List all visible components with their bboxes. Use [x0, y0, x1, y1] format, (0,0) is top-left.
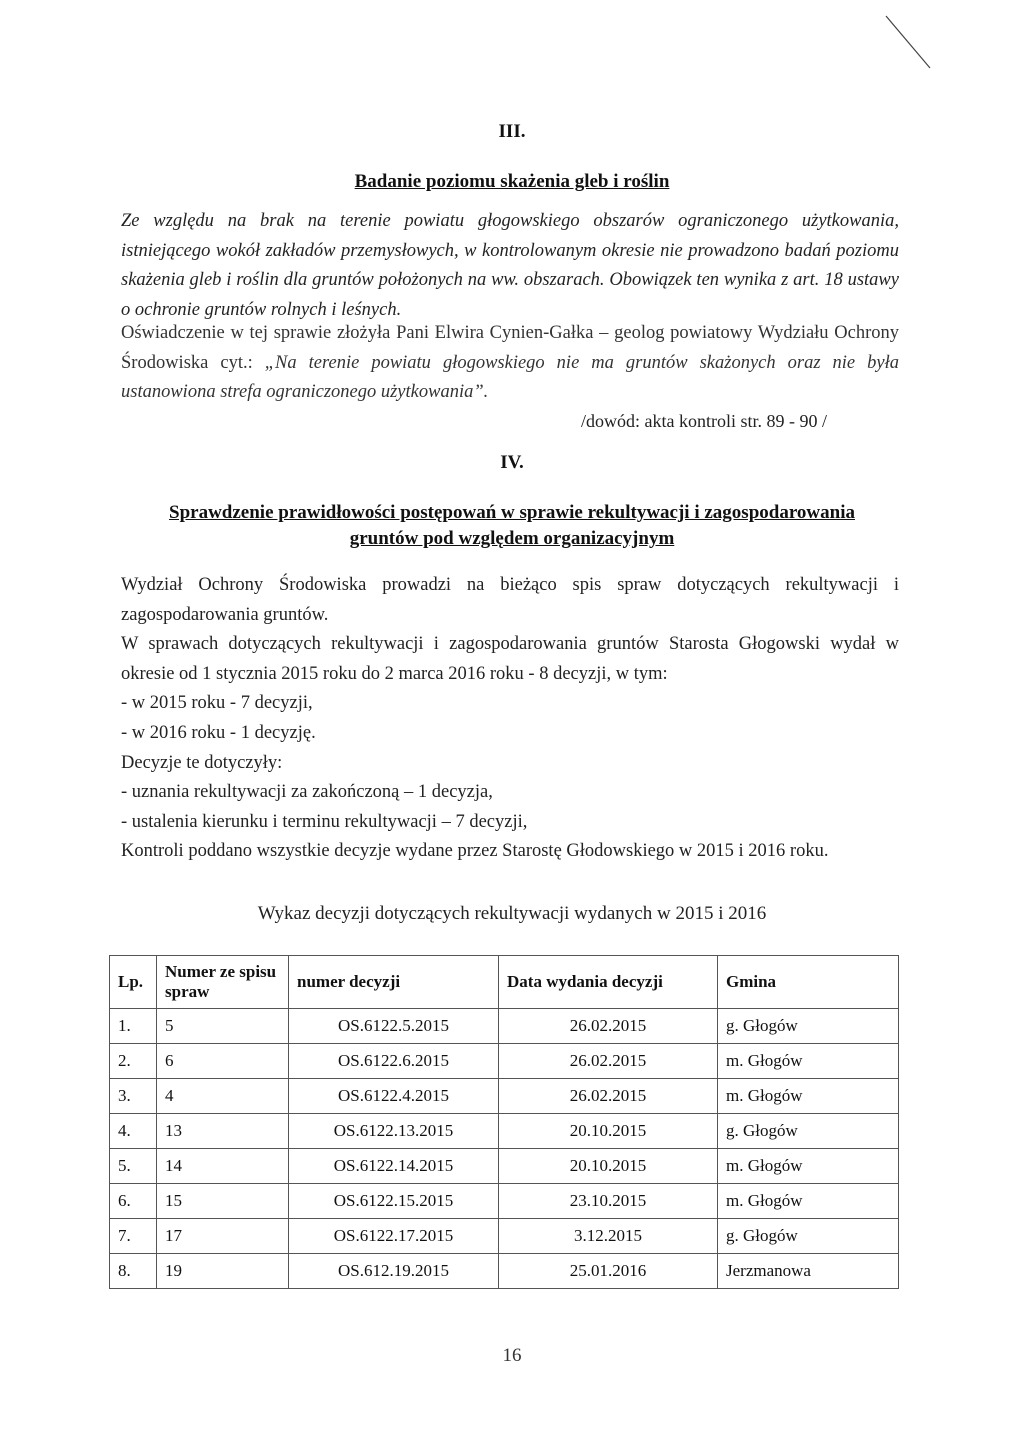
table-row: [110, 1114, 899, 1149]
table-row: [110, 1044, 899, 1079]
cell-decision-number: OS.6122.17.2015: [289, 1219, 499, 1254]
cell-decision-number: OS.6122.6.2015: [289, 1044, 499, 1079]
cell-decision-number: OS.6122.13.2015: [289, 1114, 499, 1149]
cell-issue-date: 26.02.2015: [499, 1009, 718, 1044]
cell-municipality: m. Głogów: [718, 1079, 899, 1114]
cell-lp: 5.: [110, 1149, 157, 1184]
cell-lp: 1.: [110, 1009, 157, 1044]
cell-decision-number: OS.6122.5.2015: [289, 1009, 499, 1044]
section-4-paragraph-2: W sprawach dotyczących rekultywacji i zagospodarowania gruntów Starosta Głogowski wydał w okresie od 1 stycznia 2015 roku do 2 marca 2016 roku - 8 decyzji, w tym:: [121, 634, 899, 684]
table-row: [110, 1184, 899, 1219]
cell-municipality: m. Głogów: [718, 1044, 899, 1079]
cell-decision-number: OS.6122.15.2015: [289, 1184, 499, 1219]
section-3-paragraph-1: [121, 207, 899, 325]
header-decision-number: numer decyzji: [289, 956, 499, 1009]
decisions-intro: Decyzje te dotyczyły:: [121, 752, 283, 773]
cell-issue-date: 25.01.2016: [499, 1254, 718, 1289]
cell-decision-number: OS.612.19.2015: [289, 1254, 499, 1289]
cell-lp: 6.: [110, 1184, 157, 1219]
table-row: [110, 1254, 899, 1289]
section-3-paragraph-1-text: Ze względu na brak na terenie powiatu głogowskiego obszarów ograniczonego użytkowania, istniejącego wokół zakładów przemysłowych, w kontrolowanym okresie nie prowadzono badań poziomu skażenia gleb i roślin dla gruntów położonych na ww. obszarach. Obowiązek ten wynika z art. 18 ustawy o ochronie gruntów rolnych i leśnych.: [121, 211, 899, 320]
section-3-statement: [121, 319, 899, 408]
header-municipality: Gmina: [718, 956, 899, 1009]
section-3-number: III.: [498, 121, 526, 142]
section-4-body: [121, 571, 899, 867]
statement-quote: „Na terenie powiatu głogowskiego nie ma gruntów skażonych oraz nie była ustanowiona strefa ograniczonego użytkowania”.: [121, 352, 899, 403]
cell-municipality: g. Głogów: [718, 1114, 899, 1149]
cell-case-number: 5: [157, 1009, 289, 1044]
page-number: 16: [502, 1345, 522, 1366]
table-row: [110, 1079, 899, 1114]
cell-municipality: Jerzmanowa: [718, 1254, 899, 1289]
cell-lp: 8.: [110, 1254, 157, 1289]
section-4-number: IV.: [500, 452, 524, 473]
evidence-reference: /dowód: akta kontroli str. 89 - 90 /: [581, 411, 827, 431]
decision-type-2: - ustalenia kierunku i terminu rekultywacji – 7 decyzji,: [121, 811, 528, 832]
cell-case-number: 19: [157, 1254, 289, 1289]
cell-case-number: 13: [157, 1114, 289, 1149]
table-row: [110, 1149, 899, 1184]
section-4-heading-line-2: gruntów pod względem organizacyjnym: [349, 528, 675, 549]
decisions-2016: - w 2016 roku - 1 decyzję.: [121, 722, 316, 743]
cell-lp: 2.: [110, 1044, 157, 1079]
decisions-table: [109, 955, 899, 1289]
scan-mark: [884, 14, 934, 70]
section-3-heading: Badanie poziomu skażenia gleb i roślin: [354, 171, 670, 192]
cell-decision-number: OS.6122.4.2015: [289, 1079, 499, 1114]
decision-type-1: - uznania rekultywacji za zakończoną – 1 decyzja,: [121, 782, 493, 803]
header-case-number: Numer ze spisu spraw: [157, 956, 289, 1009]
section-4-heading-line-1: Sprawdzenie prawidłowości postępowań w sprawie rekultywacji i zagospodarowania: [169, 502, 855, 523]
cell-municipality: m. Głogów: [718, 1149, 899, 1184]
section-3-paragraph-2: [121, 319, 899, 408]
cell-lp: 7.: [110, 1219, 157, 1254]
table-caption: Wykaz decyzji dotyczących rekultywacji wydanych w 2015 i 2016: [257, 903, 767, 924]
cell-municipality: m. Głogów: [718, 1184, 899, 1219]
cell-lp: 4.: [110, 1114, 157, 1149]
cell-municipality: g. Głogów: [718, 1009, 899, 1044]
table-header-row: [110, 956, 899, 1009]
cell-municipality: g. Głogów: [718, 1219, 899, 1254]
cell-decision-number: OS.6122.14.2015: [289, 1149, 499, 1184]
decisions-2015: - w 2015 roku - 7 decyzji,: [121, 693, 313, 714]
section-4-paragraph-1: Wydział Ochrony Środowiska prowadzi na bieżąco spis spraw dotyczących rekultywacji i zagospodarowania gruntów.: [121, 575, 899, 625]
cell-issue-date: 3.12.2015: [499, 1219, 718, 1254]
cell-case-number: 15: [157, 1184, 289, 1219]
cell-issue-date: 20.10.2015: [499, 1114, 718, 1149]
cell-issue-date: 26.02.2015: [499, 1079, 718, 1114]
cell-issue-date: 20.10.2015: [499, 1149, 718, 1184]
cell-issue-date: 23.10.2015: [499, 1184, 718, 1219]
cell-case-number: 17: [157, 1219, 289, 1254]
header-lp: Lp.: [110, 956, 157, 1009]
cell-case-number: 14: [157, 1149, 289, 1184]
table-row: [110, 1009, 899, 1044]
cell-case-number: 6: [157, 1044, 289, 1079]
statement-lead: Oświadczenie w tej sprawie złożyła Pani Elwira Cynien-Gałka – geolog powiatowy Wydziału Ochrony Środowiska cyt.:: [121, 323, 899, 373]
control-statement: Kontroli poddano wszystkie decyzje wydane przez Starostę Głodowskiego w 2015 i 2016 roku.: [121, 841, 829, 862]
header-issue-date: Data wydania decyzji: [499, 956, 718, 1009]
cell-case-number: 4: [157, 1079, 289, 1114]
cell-issue-date: 26.02.2015: [499, 1044, 718, 1079]
cell-lp: 3.: [110, 1079, 157, 1114]
table-row: [110, 1219, 899, 1254]
